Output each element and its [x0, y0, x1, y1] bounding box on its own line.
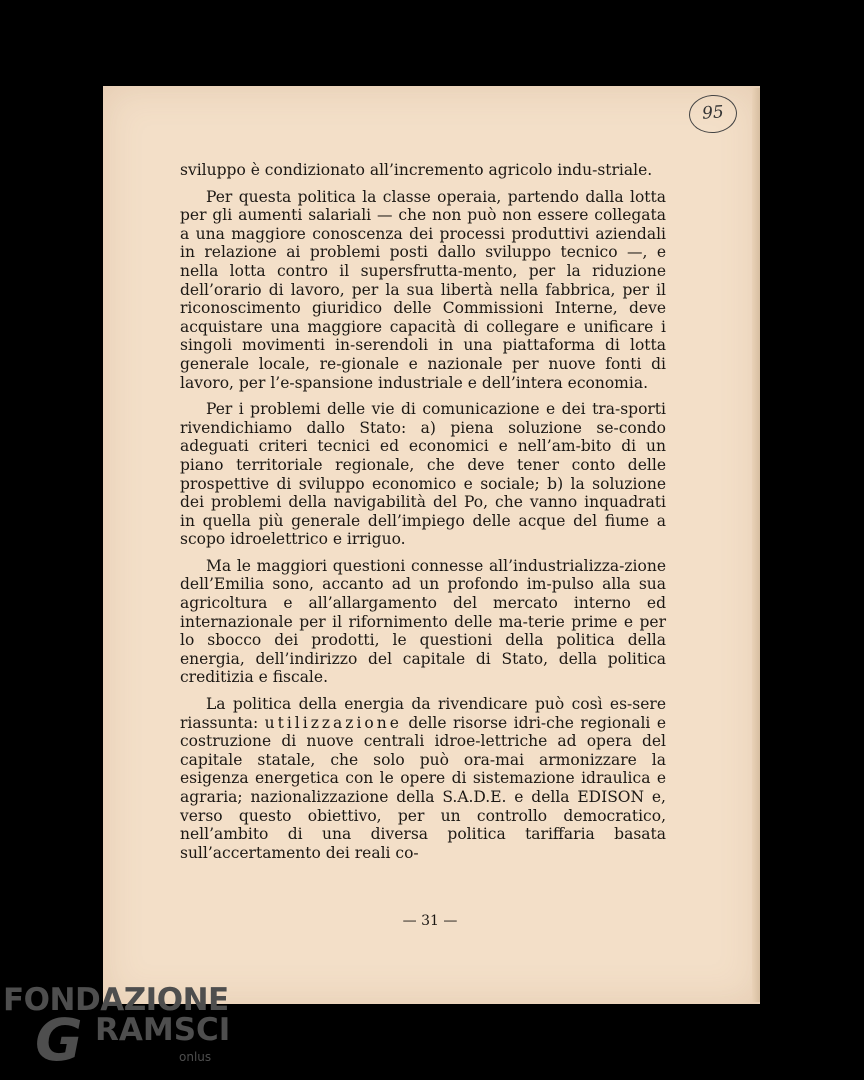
paragraph-4: Ma le maggiori questioni connesse all’industrializza-zione dell’Emilia sono, accanto ad un profondo im-pulso alla sua agricoltura e all’allargamento del mercato interno ed internazionale per il rifornimento delle ma-terie prime e per lo sbocco dei prodotti, le questioni della politica della energia, dell’indirizzo del capitale di Stato, della politica creditizia e fiscale. — [180, 556, 666, 687]
paragraph-2: Per questa politica la classe operaia, partendo dalla lotta per gli aumenti salariali — che non può non essere collegata a una maggiore conoscenza dei processi produttivi aziendali in relazione ai problemi posti dallo sviluppo tecnico —, e nella lotta contro il supersfrutta-mento, per la riduzione dell’orario di lavoro, per la sua libertà nella fabbrica, per il riconoscimento giuridico delle Commissioni Interne, deve acquistare una maggiore capacità di collegare e unificare i singoli movimenti in-serendoli in una piattaforma di lotta generale locale, re-gionale e nazionale per nuove fonti di lavoro, per l’e-spansione industriale e dell’intera economia. — [180, 187, 666, 392]
paragraph-5-start: La politica della energia da rivendicare può così es-sere riassunta: — [180, 695, 666, 732]
watermark-line1: FONDAZIONE — [3, 982, 229, 1018]
paragraph-1: sviluppo è condizionato all’incremento agricolo indu-striale. — [180, 161, 653, 179]
page-edge — [752, 88, 760, 1002]
body-text — [180, 161, 666, 870]
watermark-line2: RAMSCI — [95, 1012, 231, 1048]
paragraph-3: Per i problemi delle vie di comunicazione e dei tra-sporti rivendichiamo dallo Stato: a) piena soluzione se-condo adeguati criteri tecnici ed economici e nell’am-bito di un piano territoriale regionale, che deve tener conto delle prospettive di sviluppo economico e sociale; b) la soluzione dei problemi della navigabilità del Po, che vanno inquadrati in quella più generale dell’impiego delle acque del fiume a scopo idroelettrico e irriguo. — [180, 400, 666, 549]
paragraph-5-emphasis: utilizzazione — [264, 713, 402, 732]
watermark-onlus: onlus — [179, 1050, 212, 1064]
archive-number-stamp: 95 — [688, 93, 739, 134]
watermark-g-letter: G — [35, 1006, 83, 1074]
page-number: — 31 — — [402, 913, 458, 929]
paragraph-5 — [180, 695, 666, 862]
fondazione-gramsci-watermark — [3, 982, 231, 1074]
paragraph-5-end: delle risorse idri-che regionali e costruzione di nuove centrali idroe-lettriche ad opera del capitale statale, che solo può ora-mai armonizzare la esigenza energetica con le opere di sistemazione idraulica e agraria; nazionalizzazione della S.A.D.E. e della EDISON e, verso questo obiettivo, per un controllo democratico, nell’ambito di una diversa politica tariffaria basata sull’accertamento dei reali co- — [180, 713, 666, 862]
